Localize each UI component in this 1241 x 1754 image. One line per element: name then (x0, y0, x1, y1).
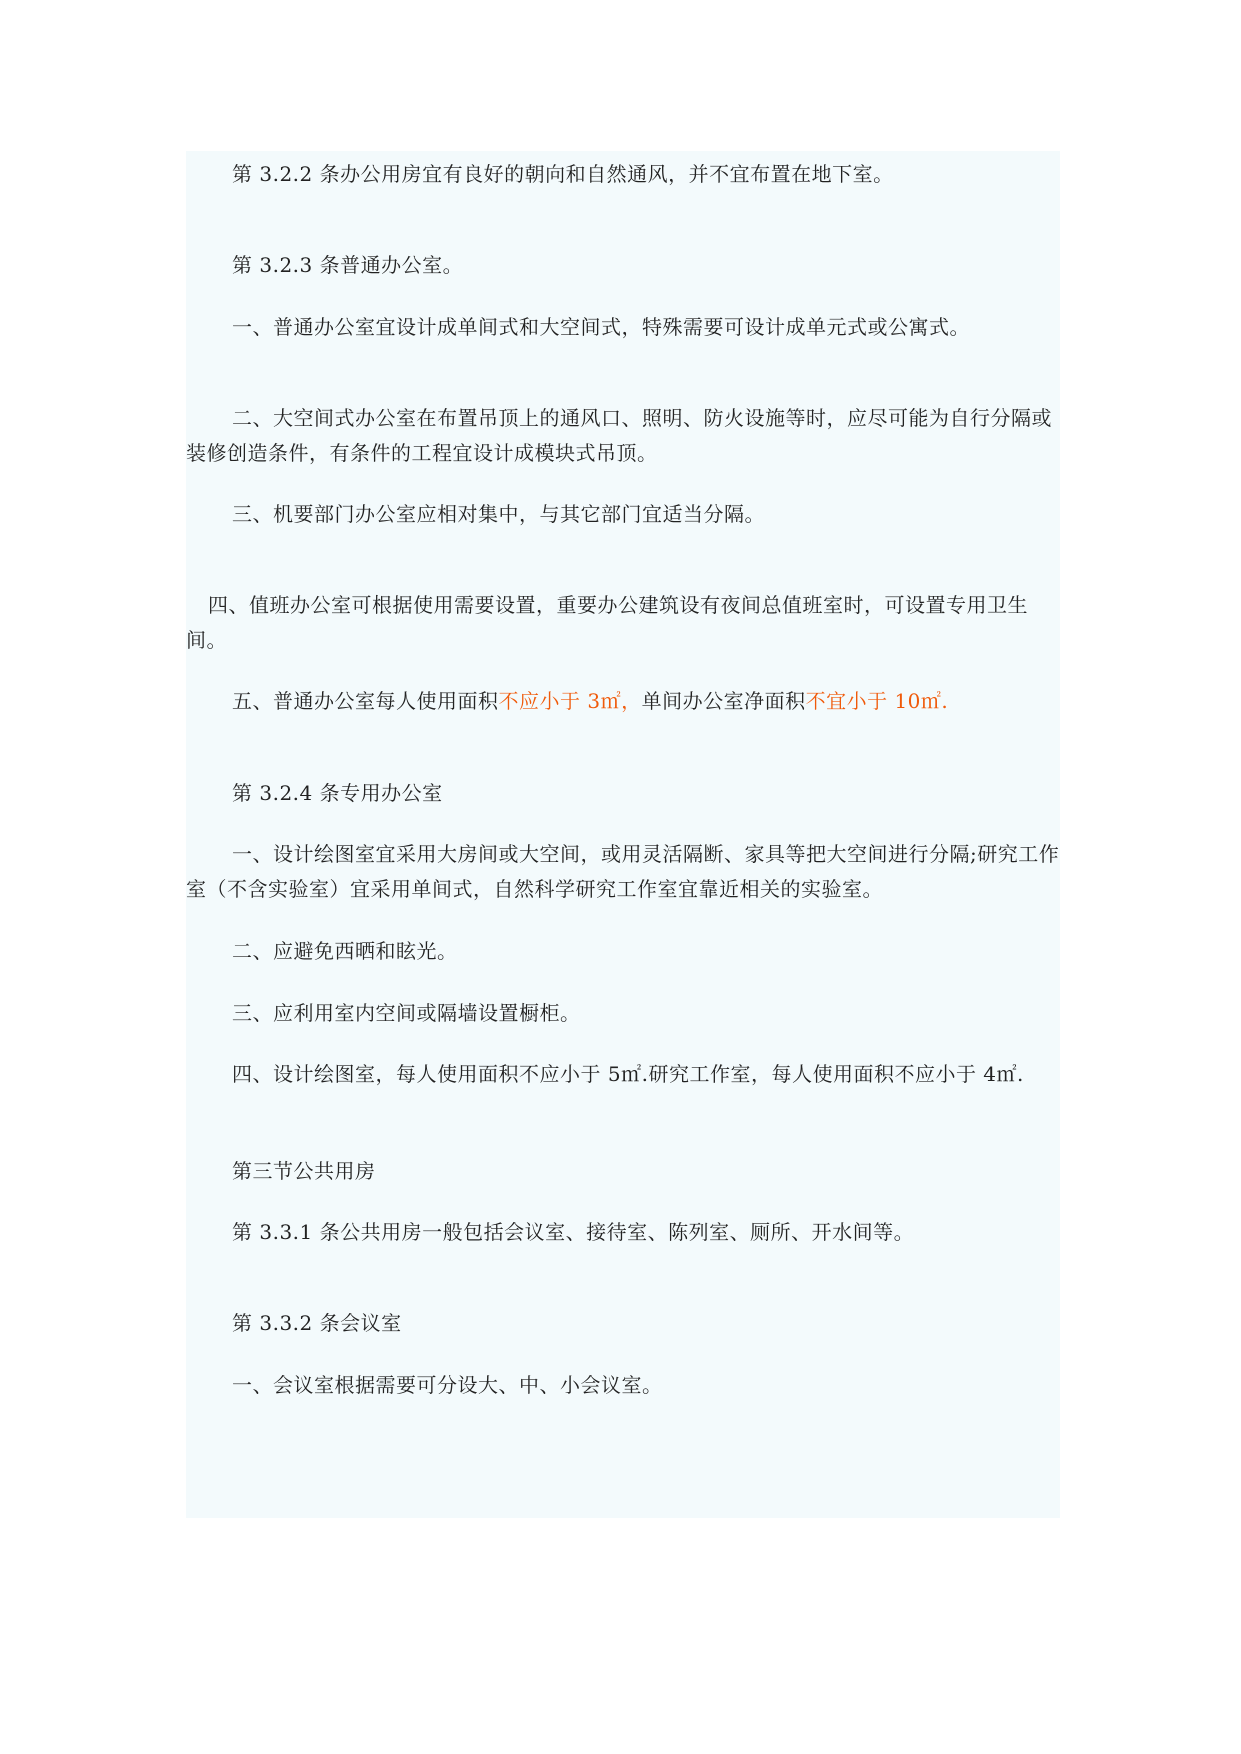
clause-3-3-2-item-1: 一、会议室根据需要可分设大、中、小会议室。 (232, 1373, 663, 1397)
clause-3-2-3-item-3: 三、机要部门办公室应相对集中，与其它部门宜适当分隔。 (232, 502, 765, 526)
section-3-heading: 第三节公共用房 (232, 1159, 376, 1183)
document-body (186, 151, 1060, 1518)
clause-3-2-3-heading: 第 3.2.3 条普通办公室。 (232, 253, 464, 277)
clause-3-3-2-heading: 第 3.3.2 条会议室 (232, 1311, 402, 1335)
clause-3-2-4-item-2: 二、应避免西晒和眩光。 (232, 939, 458, 963)
clause-3-2-2: 第 3.2.2 条办公用房宜有良好的朝向和自然通风，并不宜布置在地下室。 (232, 162, 894, 186)
clause-3-3-1: 第 3.3.1 条公共用房一般包括会议室、接待室、陈列室、厕所、开水间等。 (232, 1220, 915, 1244)
item-5-highlight-2: 不宜小于 10㎡. (805, 689, 949, 713)
clause-3-2-4-item-1: 一、设计绘图室宜采用大房间或大空间，或用灵活隔断、家具等把大空间进行分隔;研究工作室（不含实验室）宜采用单间式，自然科学研究工作室宜靠近相关的实验室。 (186, 842, 1060, 901)
item-5-highlight-1: 不应小于 3㎡， (498, 689, 642, 713)
clause-3-2-3-item-5 (186, 684, 1060, 719)
clause-3-2-3-item-1: 一、普通办公室宜设计成单间式和大空间式，特殊需要可设计成单元式或公寓式。 (232, 315, 970, 339)
clause-3-2-4-heading: 第 3.2.4 条专用办公室 (232, 781, 443, 805)
clause-3-2-4-item-3: 三、应利用室内空间或隔墙设置橱柜。 (232, 1001, 581, 1025)
item-5-text-1: 五、普通办公室每人使用面积 (232, 689, 499, 713)
clause-3-2-3-item-2: 二、大空间式办公室在布置吊顶上的通风口、照明、防火设施等时，应尽可能为自行分隔或装修创造条件，有条件的工程宜设计成模块式吊顶。 (186, 406, 1052, 465)
clause-3-2-4-item-4: 四、设计绘图室，每人使用面积不应小于 5㎡.研究工作室，每人使用面积不应小于 4㎡. (232, 1062, 1024, 1086)
clause-3-2-3-item-4: 四、值班办公室可根据使用需要设置，重要办公建筑设有夜间总值班室时，可设置专用卫生间。 (186, 593, 1028, 652)
item-5-text-2: 单间办公室净面积 (641, 689, 806, 713)
